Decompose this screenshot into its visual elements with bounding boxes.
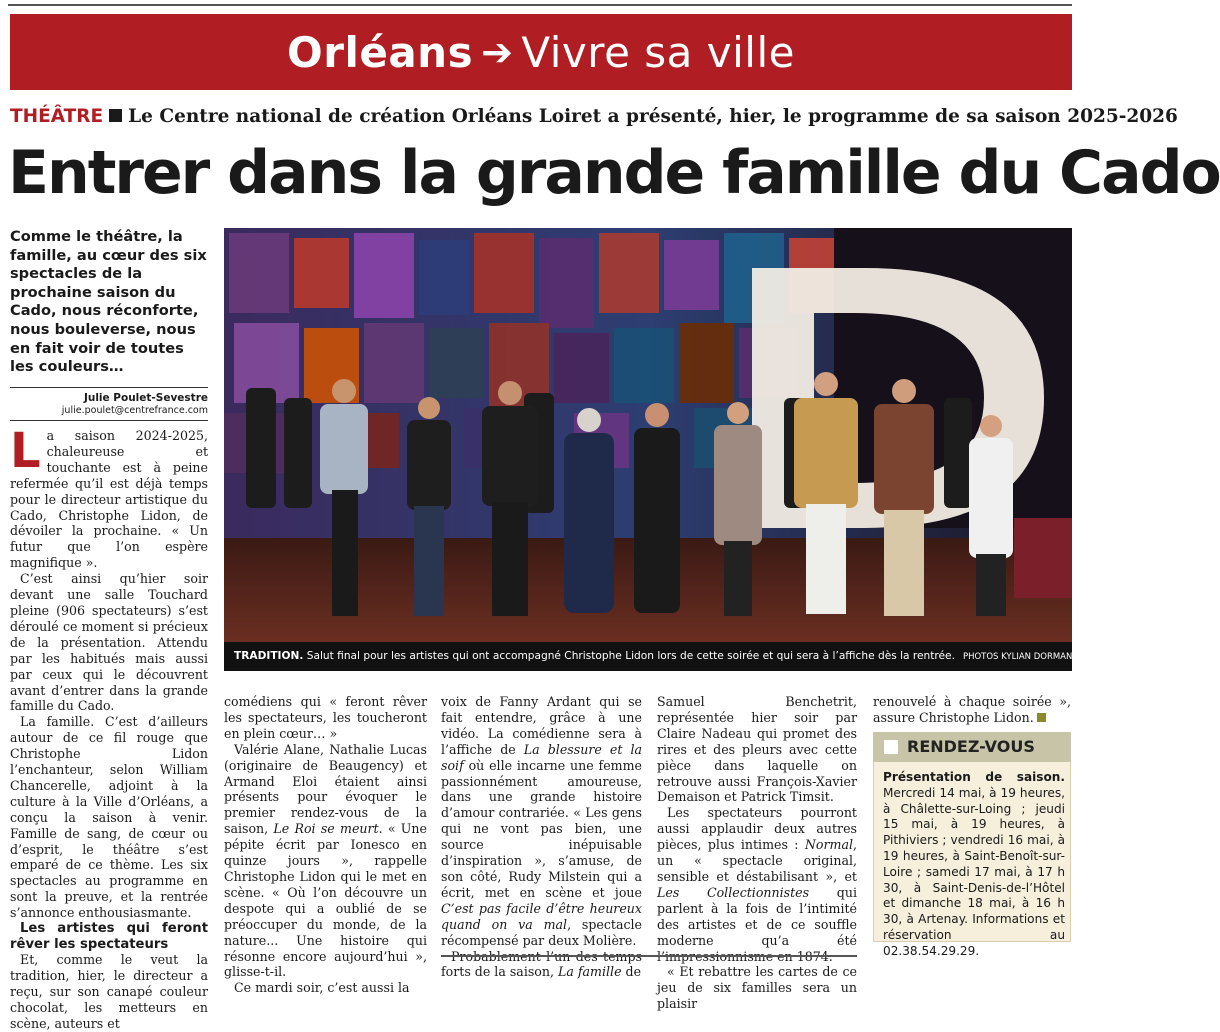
caption-text: Salut final pour les artistes qui ont accompagné Christophe Lidon lors de cette soirée et qui sera à l’affiche dès la rentrée. [303,650,955,662]
photo-caption [224,642,1079,671]
article-column-3 [441,694,642,980]
bottom-rule [441,955,857,957]
kicker-tag: THÉÂTRE [10,106,104,127]
top-rule [8,4,1072,6]
paragraph: Valérie Alane, Nathalie Lucas (originaire de Beaugency) et Armand Eloi étaient ainsi présents pour évoquer le premier rendez-vous de la saison, Le Roi se meurt. « Une pépite écrit par Ionesco en quinze jours », rappelle Christophe Lidon qui le met en scène. « Où l’on découvre un despote qui a oublié de se préoccuper du monde, de la nature... Une histoire qui résonne encore aujourd’hui », glisse-t-il. [224,741,427,980]
paragraph: « Et rebattre les cartes de ce jeu de six familles sera un plaisir [657,964,857,1012]
author-email[interactable]: julie.poulet@centrefrance.com [61,405,208,416]
paragraph: Et, comme le veut la tradition, hier, le directeur a reçu, sur son canapé couleur chocolat, les metteurs en scène, auteurs et [10,952,208,1031]
arrow-right-icon: ➔ [481,30,514,74]
paragraph: voix de Fanny Ardant qui se fait entendre, grâce à une vidéo. La comédienne sera à l’affiche de La blessure et la soif où elle incarne une femme passionnément amoureuse, dans une grande histoire d’amour contrariée. « Les gens qui ne vont pas bien, une source inépuisable d’inspiration », s’amuse, de son côté, Rudy Milstein qui a écrit, met en scène et joue C’est pas facile d’être heureux quand on va mal, spectacle récompensé par deux Molière. [441,694,642,948]
paragraph: La famille. C’est d’ailleurs autour de ce fil rouge que Christophe Lidon l’enchanteur, selon William Chancerelle, adjoint à la culture à la Ville d’Orléans, a conçu la saison à venir. Famille de sang, de cœur ou d’esprit, le théâtre s’est emparé de ce thème. Les six spectacles au programme en sont la preuve, et la rentrée s’annonce enthousiasmante. [10,714,208,921]
headline: Entrer dans la grande famille du Cado [8,138,1220,208]
article-column-2 [224,694,427,996]
article-column-5 [873,694,1071,726]
kicker-text: Le Centre national de création Orléans Loiret a présenté, hier, le programme de sa saison 2025-2026 [128,106,1178,127]
rendezvous-title: RENDEZ-VOUS [907,737,1035,756]
stage-photo [224,228,1072,642]
paragraph: C’est ainsi qu’hier soir devant une salle Touchard pleine (906 spectateurs) s’est déroulé ce moment si précieux de la présentation. Attendu par les habitués mais aussi par ceux qui le découvrent avant d’entrer dans la grande famille du Cado. [10,571,208,714]
author-name: Julie Poulet-Sevestre [83,392,208,404]
end-mark-icon [1037,713,1046,722]
byline-divider-top [10,387,208,388]
paragraph: Les spectateurs pourront aussi applaudir deux autres pièces, plus intimes : Normal, un « spectacle original, sensible et déstabilisant », et Les Collectionnistes qui parlent à la fois de l’intimité des artistes et de ce souffle moderne qu’a été [657,805,857,948]
photo-credit: PHOTOS KYLIAN DORMAND [962,652,1079,662]
caption-label: TRADITION. [234,650,304,662]
paragraph: renouvelé à chaque soirée », assure Christophe Lidon. [873,694,1071,725]
section-banner [10,14,1072,90]
paragraph: Ce mardi soir, c’est aussi la [234,980,410,996]
banner-city: Orléans [287,27,474,77]
subheading: Les artistes qui feront rêver les spectateurs [10,921,208,952]
article-column-4 [657,694,857,1012]
square-bullet-icon [109,109,122,122]
paragraph: Samuel Benchetrit, représentée hier soir par Claire Nadeau qui promet des rires et des pleurs avec cette pièce dans laquelle on retrouve aussi François-Xavier Demaison et Patrick Timsit. [657,694,857,805]
banner-section: Vivre sa ville [521,27,795,77]
kicker [10,106,1178,127]
square-bullet-icon [884,740,898,754]
paragraph: comédiens qui « feront rêver les spectateurs, les toucheront en plein cœur… » [224,694,427,741]
rendezvous-text: Présentation de saison. Mercredi 14 mai, à 19 heures, à Châlette-sur-Loing ; jeudi 15 mai, à 19 heures, à Pithiviers ; vendredi 16 mai, à 19 heures, à Saint-Benoît-sur-Loire ; samedi 17 mai, à 17 h 30, à Saint-Denis-de-l’Hôtel et dimanche 18 mai, à 16 h 30, à Artenay. Informations et réservation au 02.38.54.29.29. [883,770,1065,958]
lead-paragraph: Comme le théâtre, la famille, au cœur des six spectacles de la prochaine saison du Cado, nous réconforte, nous bouleverse, nous en fait voir de toutes les couleurs… [10,228,207,376]
byline-divider-bottom [10,420,208,421]
article-column-1 [10,423,208,1032]
paragraph: a saison 2024-2025, chaleureuse et touchante est à peine refermée qu’il est déjà temps pour le directeur artistique du Cado, Christophe Lidon, de dévoiler la prochaine. « Un futur que l’on espère magnifique ». [10,428,208,571]
drop-cap: L [10,423,41,479]
paragraph: forts de la saison, La famille de [441,964,642,980]
